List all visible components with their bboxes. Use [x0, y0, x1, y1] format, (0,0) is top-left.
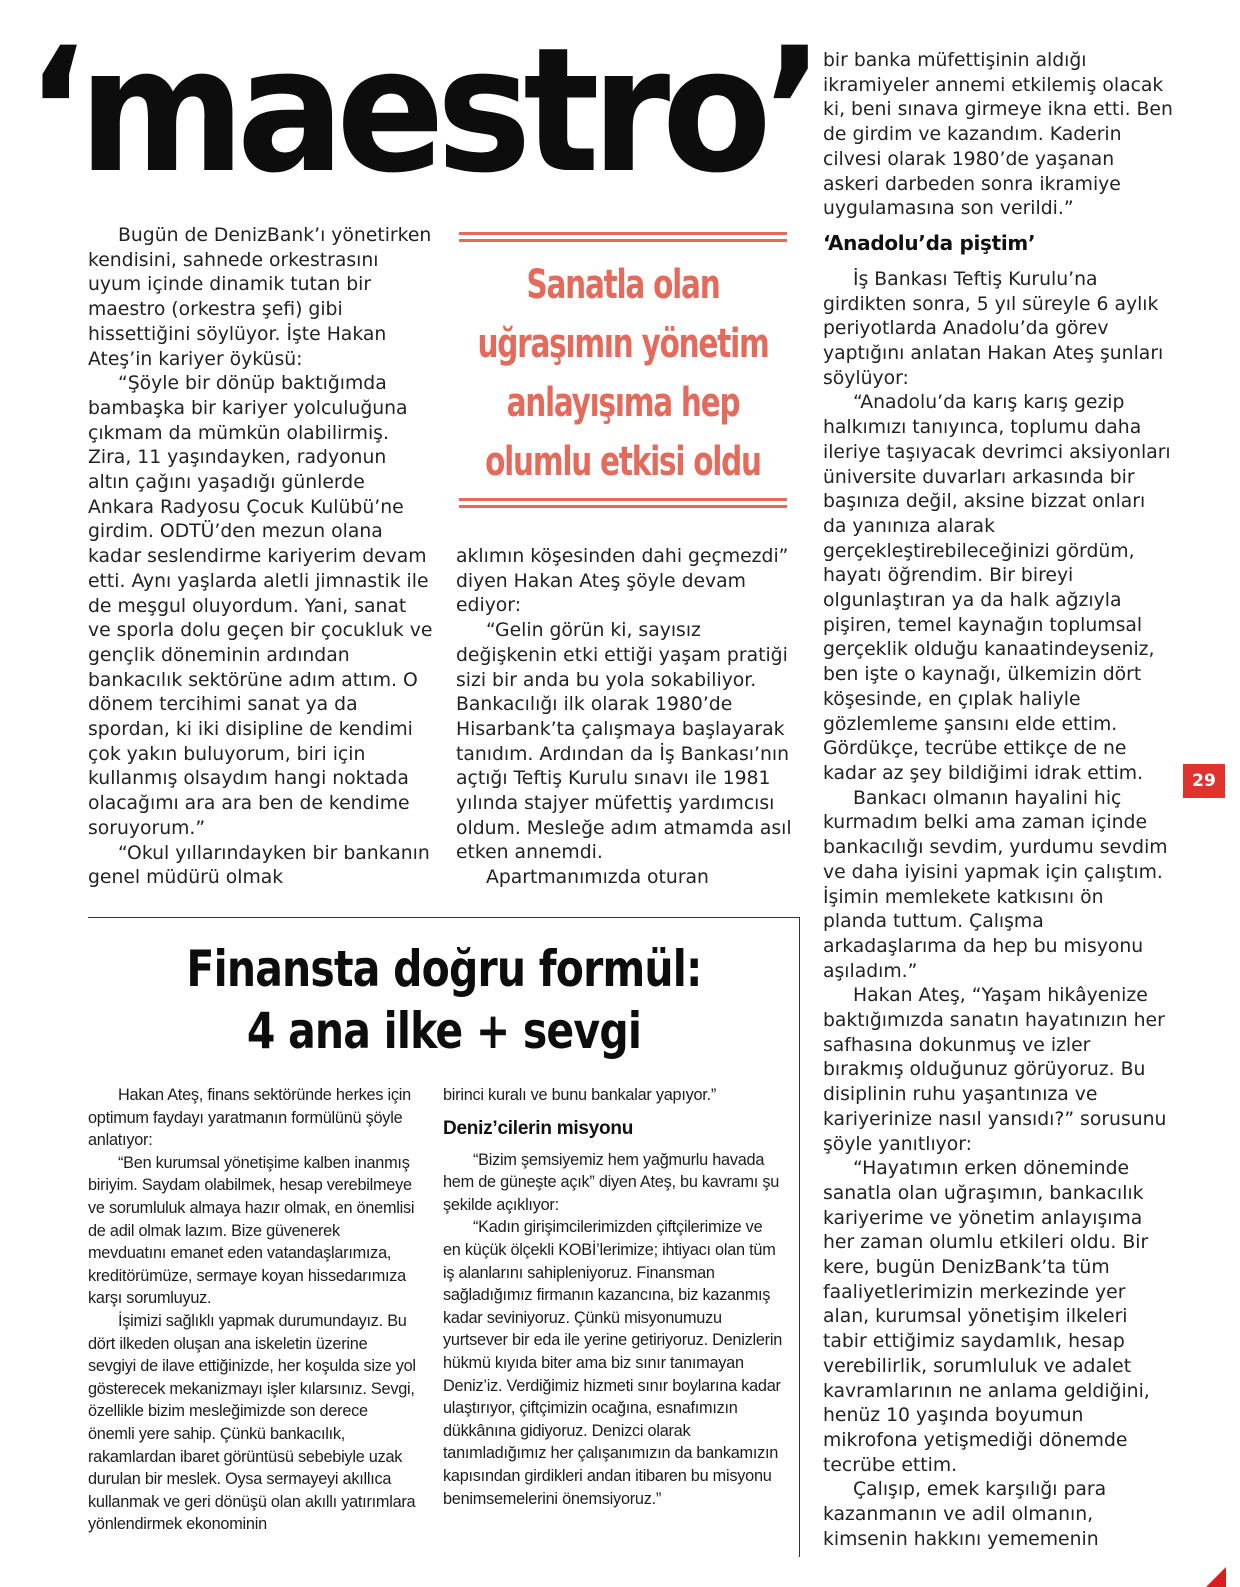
paragraph: “Şöyle bir dönüp baktığımda bambaşka bir kariyer yolculuğuna çıkmam da mümkün olabilirmiş. Zira, 11 yaşındayken, radyonun altın çağını yaşadığı günlerde Ankara Radyosu Çocuk Kulübü’ne girdim. ODTÜ’den mezun olana kadar seslendirme kariyerim devam etti. Aynı yaşlarda aletli jimnastik ile de meşgul oluyordum. Yani, sanat ve sporla dolu geçen bir çocukluk ve gençlik döneminin ardından bankacılık sektörüne adım attım. O dönem tercihimi sanat ya da spordan, ki iki disipline de kendimi çok yakın buluyorum, biri için kullanmış olsaydım hangi noktada olacağımı ara ara ben de kendime soruyorum.”: [88, 373, 433, 839]
page-number-badge: 29: [1183, 764, 1225, 798]
paragraph: aklımın köşesinden dahi geçmezdi” diyen Hakan Ateş şöyle devam ediyor:: [456, 546, 789, 617]
paragraph: birinci kuralı ve bunu bankalar yapıyor.”: [443, 1086, 717, 1104]
paragraph: “Bizim şemsiyemiz hem yağmurlu havada hem de güneşte açık” diyen Ateş, bu kavramı şu şekilde açıklıyor:: [443, 1150, 780, 1214]
pull-quote: Sanatla olan uğraşımın yönetim anlayışıma hep olumlu etkisi oldu: [477, 262, 769, 485]
paragraph: Bugün de DenizBank’ı yönetirken kendisini, sahnede orkestrasını uyum içinde dinamik tutan bir maestro (orkestra şefi) gibi hissettiğini söylüyor. İşte Hakan Ateş’in kariyer öyküsü:: [88, 225, 432, 370]
pull-quote-bottom-rule: [459, 498, 787, 510]
paragraph: “Hayatımın erken döneminde sanatla olan uğraşımın, bankacılık kariyerime ve yönetim anlayışıma her zaman olumlu etkileri oldu. Bir kere, bugün DenizBank’ta tüm faaliyetlerimizin merkezinde yer alan, kurumsal yönetişim ilkeleri tabir ettiğimiz saydamlık, hesap verebilirlik, sorumluluk ve adalet kavramlarının ne anlama geldiğini, henüz 10 yaşında boyumun mikrofona yetişmediği dönemde tecrübe ettim.: [823, 1158, 1150, 1476]
body-column-3: [823, 49, 1173, 1552]
paragraph: Bankacı olmanın hayalini hiç kurmadım belki ama zaman içinde bankacılığı sevdim, yurdumu sevdim ve daha iyisini yapmak için çalıştım. İşimin memlekete katkısını ön planda tuttum. Çalışma arkadaşlarıma da hep bu misyonu aşıladım.”: [823, 787, 1168, 982]
corner-mark: [1206, 1567, 1226, 1587]
sidebar-box-title-line-1: Finansta doğru formül:: [186, 940, 702, 998]
paragraph: “Gelin görün ki, sayısız değişkenin etki ettiği yaşam pratiği sizi bir anda bu yola sokabiliyor. Bankacılığı ilk olarak 1980’de Hisarbank’ta çalışmaya başlayarak tanıdım. Ardından da İş Bankası’nın açtığı Teftiş Kurulu sınavı ile 1981 yılında stajyer müfettiş yardımcısı oldum. Mesleğe adım atmamda asıl etken annemdi.: [456, 620, 792, 864]
paragraph: bir banka müfettişinin aldığı ikramiyeler annemi etkilemiş olacak ki, beni sınava girmeye ikna etti. Ben de girdim ve kazandım. Kaderin cilvesi olarak 1980’de yaşanan askeri darbeden sonra ikramiye uygulamasına son verildi.”: [823, 50, 1173, 220]
paragraph: Hakan Ateş, finans sektöründe herkes için optimum faydayı yaratmanın formülünü şöyle anlatıyor:: [88, 1086, 411, 1150]
sidebar-column-1: [88, 1084, 418, 1536]
pull-quote-box: [459, 232, 787, 514]
paragraph: “Anadolu’da karış karış gezip halkımızı tanıyınca, toplumu daha ileriye taşıyacak devrimci aksiyonları üniversite duvarları arkasında bir başınıza değil, aksine bizzat onları da yanınıza alarak gerçekleştirebileceğinizi gördüm, hayatı öğrendim. Bir bireyi olgunlaştıran ya da halk ağzıyla pişiren, temel kaynağın toplumsal gerçeklik olduğu kanaatindeyseniz, ben işte o kaynağı, ülkemizin dört köşesinde, en çıplak haliyle gözlemleme şansını elde ettim. Gördükçe, tecrübe ettikçe de ne kadar az şey bildiğimi idrak ettim.: [823, 392, 1171, 784]
section-heading: ‘Anadolu’da piştim’: [823, 230, 1036, 255]
paragraph: “Ben kurumsal yönetişime kalben inanmış biriyim. Saydam olabilmek, hesap verebilmeye ve sorumluluk almaya hazır olmak, en önemlisi de adil olmak lazım. Bize güvenerek mevduatını emanet eden vatandaşlarımıza, kreditörümüze, sermaye koyan hissedarımıza karşı sorumluyuz.: [88, 1153, 415, 1308]
section-heading: Deniz’cilerin misyonu: [443, 1117, 634, 1139]
paragraph: İşimizi sağlıklı yapmak durumundayız. Bu dört ilkeden oluşan ana iskeletin üzerine sevgiyi de ilave ettiğinizde, her koşulda size yol gösterecek mekanizmayı işler kılarsınız. Sevgi, özellikle bizim mesleğimizde son derece önemli yere sahip. Çünkü bankacılık, rakamlardan ibaret görüntüsü sebebiyle uzak durulan bir meslek. Oysa sermayeyi akıllıca kullanmak ve geri dönüşü olan akıllı yatırımlara yönlendirmek ekonominin: [88, 1311, 416, 1534]
body-column-1: [88, 224, 433, 891]
paragraph: Çalışıp, emek karşılığı para kazanmanın ve adil olmanın, kimsenin hakkını yememenin: [823, 1479, 1107, 1550]
article-title: ‘maestro’: [26, 10, 816, 211]
sidebar-column-2: [443, 1084, 783, 1510]
paragraph: “Kadın girişimcilerimizden çiftçilerimize ve en küçük ölçekli KOBİ’lerimize; ihtiyacı olan tüm iş alanlarını sahipleniyoruz. Finansman sağladığımız firmanın kazancına, biz kazanmış kadar seviniyoruz. Çünkü misyonumuzu yurtsever bir eda ile yerine getiriyoruz. Denizlerin hükmü kıyıda biter ama biz sınır tanımayan Deniz’iz. Verdiğimiz hizmeti sınır boylarına kadar ulaştırıyor, çiftçimizin ocağına, esnafımızın dükkânına gidiyoruz. Denizci olarak tanımladığımız her çalışanımızın da bankamızın kapısından girdikleri andan itibaren bu misyonu benimsemelerini önemsiyoruz.”: [443, 1218, 783, 1508]
sidebar-box-title-line-2: 4 ana ilke + sevgi: [246, 1002, 642, 1060]
body-column-2: [456, 545, 801, 891]
paragraph: Hakan Ateş, “Yaşam hikâyenize baktığımızda sanatın hayatınızın her safhasına dokunmuş ve izler bırakmış olduğunuz görüyoruz. Bu disiplinin ruhu yaşantınıza ve kariyerinize nasıl yansıdı?” sorusunu şöyle yanıtlıyor:: [823, 985, 1167, 1155]
paragraph: Apartmanımızda oturan: [486, 867, 709, 889]
box-top-rule: [88, 917, 800, 918]
paragraph: “Okul yıllarındayken bir bankanın genel müdürü olmak: [88, 842, 430, 889]
sidebar-box-title: [88, 938, 800, 1062]
paragraph: İş Bankası Teftiş Kurulu’na girdikten sonra, 5 yıl süreyle 6 aylık periyotlarda Anadolu’da görev yaptığını anlatan Hakan Ateş şunları söylüyor:: [823, 268, 1164, 389]
pull-quote-top-rule: [459, 232, 787, 244]
